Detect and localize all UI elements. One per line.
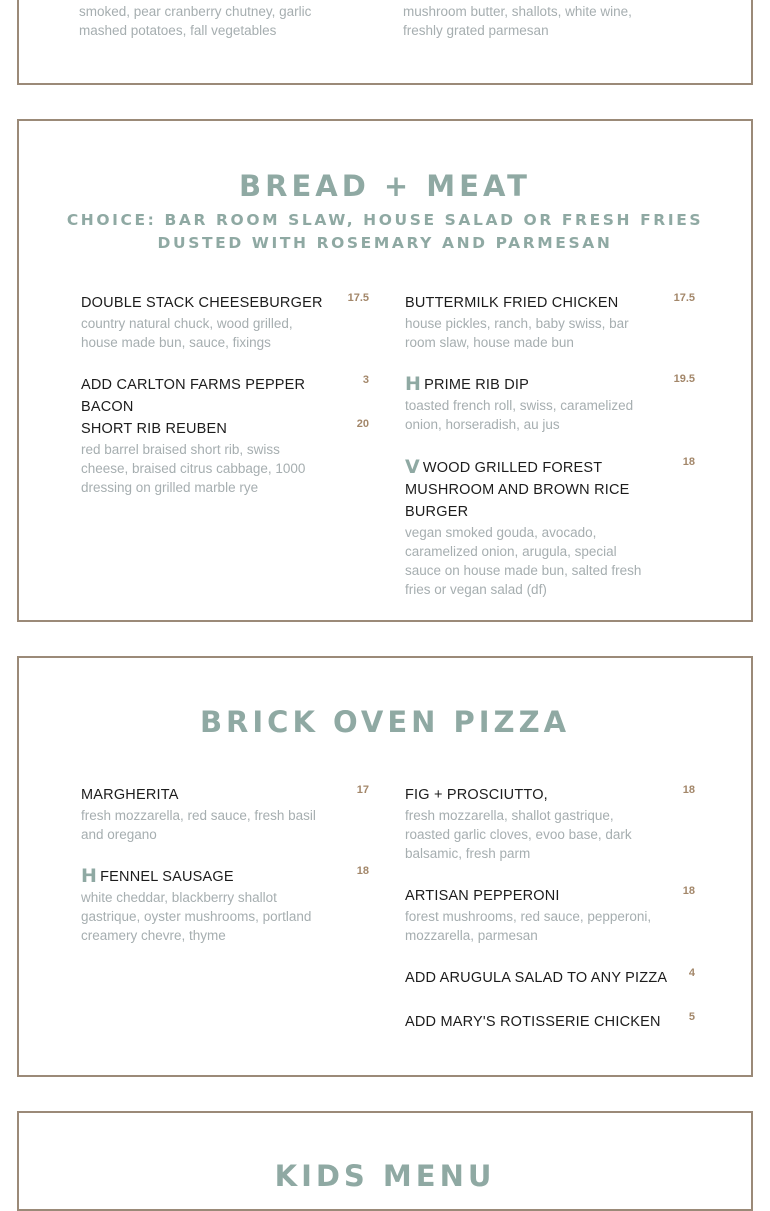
menu-item-fig-prosciutto (405, 784, 695, 863)
item-description: fresh mozzarella, shallot gastrique, roasted garlic cloves, evoo base, dark balsamic, fresh parm (405, 808, 632, 861)
section-subtitle (19, 209, 751, 255)
item-name: PRIME RIB DIP (424, 377, 530, 393)
item-price: 20 (356, 418, 369, 430)
section-title: BREAD + MEAT (239, 169, 531, 203)
item-name: MARGHERITA (81, 787, 179, 803)
item-name: BUTTERMILK FRIED CHICKEN (405, 295, 619, 311)
menu-item-margherita (81, 784, 369, 844)
bread-meat-section (17, 119, 753, 622)
subtitle-line-1: CHOICE: BAR ROOM SLAW, HOUSE SALAD OR FRESH FRIES (66, 211, 704, 229)
item-name-row (405, 373, 695, 396)
item-price: 19.5 (673, 373, 695, 385)
menu-item-add-rotisserie-chicken (405, 1011, 695, 1033)
kids-menu-section (17, 1111, 753, 1211)
item-name: ADD ARUGULA SALAD TO ANY PIZZA (405, 970, 668, 986)
menu-item-fennel-sausage (81, 865, 369, 945)
menu-item-add-bacon (81, 374, 369, 418)
item-name-row (81, 865, 369, 888)
menu-item-double-stack-cheeseburger (81, 292, 369, 352)
menu-item-add-arugula (405, 967, 695, 989)
item-price: 18 (356, 865, 369, 877)
section-title: KIDS MENU (274, 1159, 496, 1193)
item-price: 17.5 (347, 292, 369, 304)
item-price: 17.5 (673, 292, 695, 304)
item-description: house pickles, ranch, baby swiss, bar room slaw, house made bun (405, 316, 629, 350)
item-price: 18 (682, 784, 695, 796)
item-name: SHORT RIB REUBEN (81, 421, 228, 437)
item-name: ARTISAN PEPPERONI (405, 888, 560, 904)
previous-section-box (17, 0, 753, 85)
item-name: ADD CARLTON FARMS PEPPER BACON (81, 377, 306, 415)
item-description: forest mushrooms, red sauce, pepperoni, mozzarella, parmesan (405, 909, 652, 943)
item-description: country natural chuck, wood grilled, house made bun, sauce, fixings (81, 316, 293, 350)
menu-item-mushroom-rice-burger (405, 456, 695, 599)
item-description: toasted french roll, swiss, caramelized onion, horseradish, au jus (405, 398, 634, 432)
menu-item-artisan-pepperoni (405, 885, 695, 945)
subtitle-line-2: DUSTED WITH ROSEMARY AND PARMESAN (157, 234, 613, 252)
item-description: red barrel braised short rib, swiss cheese, braised citrus cabbage, 1000 dressing on grilled marble rye (81, 442, 306, 495)
item-price: 5 (688, 1011, 695, 1023)
menu-item-short-rib-reuben (81, 418, 369, 497)
brick-oven-pizza-section (17, 656, 753, 1077)
item-name: WOOD GRILLED FOREST MUSHROOM AND BROWN RICE BURGER (405, 460, 630, 520)
vegan-icon: V (405, 456, 420, 478)
house-specialty-icon: H (405, 373, 422, 395)
item-description: white cheddar, blackberry shallot gastrique, oyster mushrooms, portland creamery chevre, thyme (81, 890, 312, 943)
item-name: FENNEL SAUSAGE (100, 869, 234, 885)
item-price: 18 (682, 885, 695, 897)
menu-item-prime-rib-dip (405, 373, 695, 434)
item-price: 18 (682, 456, 695, 468)
left-item-description: smoked, pear cranberry chutney, garlic mashed potatoes, fall vegetables (79, 4, 312, 38)
house-specialty-icon: H (81, 865, 98, 887)
item-price: 17 (356, 784, 369, 796)
item-description: vegan smoked gouda, avocado, caramelized onion, arugula, special sauce on house made bun, salted fresh fries or vegan salad (df) (405, 525, 642, 597)
item-name: DOUBLE STACK CHEESEBURGER (81, 295, 323, 311)
item-price: 3 (362, 374, 369, 386)
item-name-row (405, 456, 695, 523)
right-item-description: mushroom butter, shallots, white wine, freshly grated parmesan (403, 4, 632, 38)
item-name: FIG + PROSCIUTTO, (405, 787, 548, 803)
item-description: fresh mozzarella, red sauce, fresh basil and oregano (81, 808, 316, 842)
section-title: BRICK OVEN PIZZA (199, 705, 571, 739)
item-name: ADD MARY'S ROTISSERIE CHICKEN (405, 1014, 661, 1030)
menu-item-buttermilk-fried-chicken (405, 292, 695, 352)
item-price: 4 (688, 967, 695, 979)
